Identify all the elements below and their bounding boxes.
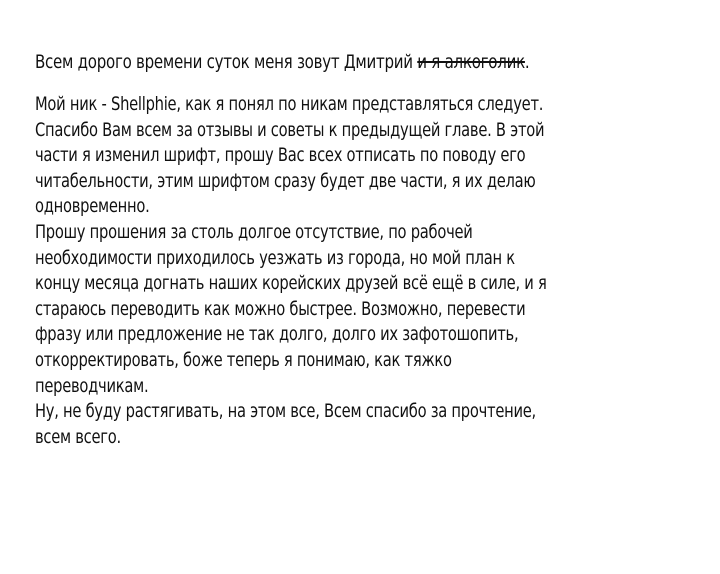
text-line: читабельности, этим шрифтом сразу будет две части, я их делаю: [35, 169, 536, 192]
text-line: Мой ник - Shellphie, как я понял по никам представляться следует.: [35, 93, 544, 115]
text-line: необходимости приходилось уезжать из города, но мой план к: [35, 246, 515, 269]
intro-end: .: [524, 51, 530, 73]
intro-line: [35, 50, 616, 75]
text-line: одновременно.: [35, 195, 150, 218]
text-line: Ну, не буду растягивать, на этом все, Всем спасибо за прочтение,: [35, 400, 536, 423]
intro-text: Всем дорого времени суток меня зовут Дмитрий: [35, 51, 418, 73]
text-line: стараюсь переводить как можно быстрее. Возможно, перевести: [35, 297, 526, 320]
text-line: Спасибо Вам всем за отзывы и советы к предыдущей главе. В этой: [35, 118, 545, 141]
text-line: части я изменил шрифт, прошу Вас всех отписать по поводу его: [35, 144, 526, 167]
struck-text: и я алкоголик: [417, 51, 525, 73]
text-line: откорректировать, боже теперь я понимаю, как тяжко: [35, 348, 452, 371]
body-text: [35, 92, 676, 450]
text-line: Прошу прошения за столь долгое отсутствие, по рабочей: [35, 220, 473, 243]
text-line: концу месяца догнать наших корейских друзей всё ещё в силе, и я: [35, 272, 547, 295]
text-line: фразу или предложение не так долго, долго их зафотошопить,: [35, 323, 519, 346]
text-line: переводчикам.: [35, 374, 149, 397]
text-line: всем всего.: [35, 425, 121, 448]
